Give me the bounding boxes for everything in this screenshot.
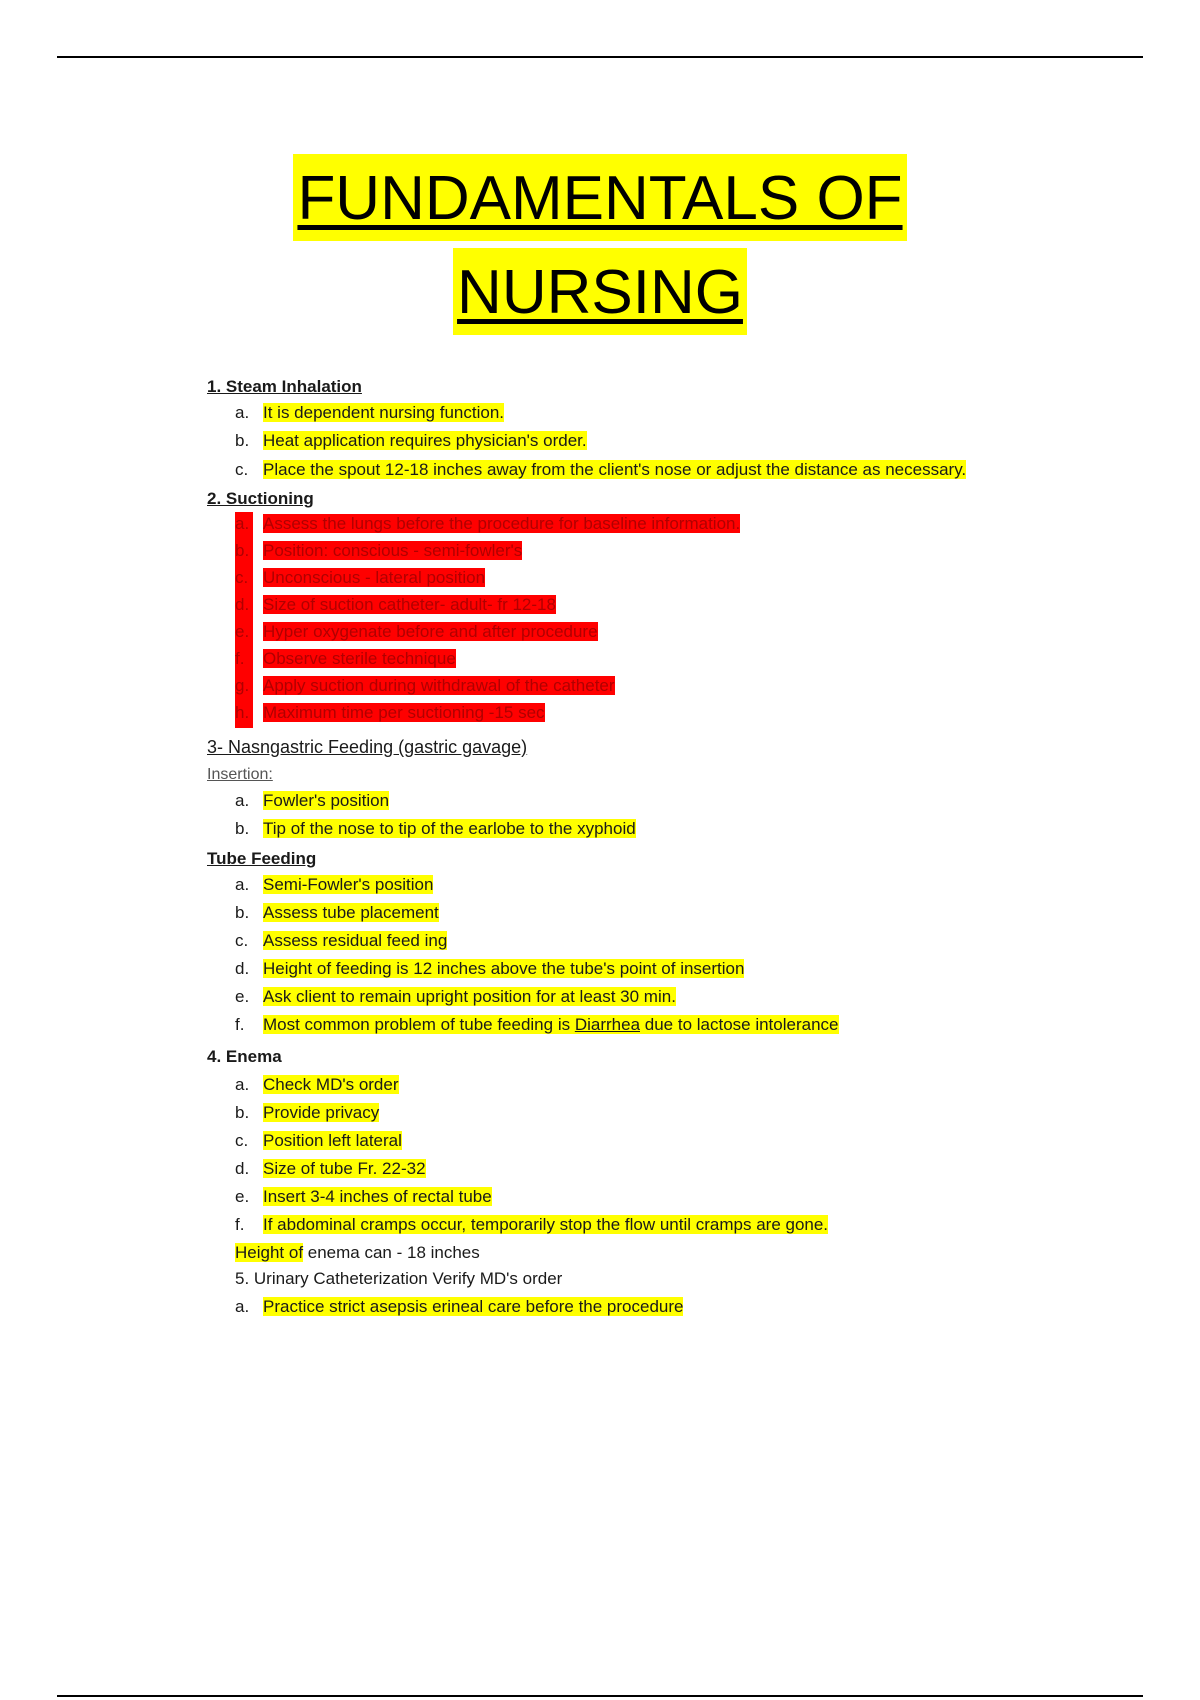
- list-item: c. Unconscious - lateral position: [207, 566, 967, 593]
- list-item: b. Position: conscious - semi-fowler's: [207, 539, 967, 566]
- list-item: g. Apply suction during withdrawal of the catheter: [207, 674, 967, 701]
- bottom-rule: [57, 1695, 1143, 1697]
- section-heading-tube-feeding: Tube Feeding: [207, 849, 317, 868]
- ngt-list: [207, 788, 967, 844]
- list-item: e. Hyper oxygenate before and after procedure: [207, 620, 967, 647]
- list-item: e. Ask client to remain upright position for at least 30 min.: [235, 987, 676, 1006]
- top-rule: [57, 56, 1143, 58]
- tube-list: [207, 872, 967, 1040]
- enema-list: [207, 1072, 967, 1240]
- list-item: a. It is dependent nursing function.: [235, 403, 504, 422]
- list-item: f. Most common problem of tube feeding is Diarrhea due to lactose intolerance: [235, 1015, 839, 1034]
- list-item: b. Heat application requires physician's order.: [235, 431, 587, 450]
- page-title-line-1: FUNDAMENTALS OF: [0, 168, 1200, 230]
- underlined-term: Diarrhea: [574, 1015, 641, 1034]
- section-heading-suctioning: 2. Suctioning: [207, 489, 314, 508]
- section-heading-nasogastric: 3- Nasngastric Feeding (gastric gavage): [207, 737, 528, 757]
- list-item: b. Assess tube placement: [235, 903, 439, 922]
- list-item: d. Size of suction catheter- adult- fr 12-18: [207, 593, 967, 620]
- list-item: a. Semi-Fowler's position: [235, 875, 434, 894]
- page-title-line-2: NURSING: [0, 262, 1200, 324]
- suction-list: [207, 512, 967, 728]
- list-item: c. Assess residual feed ing: [235, 931, 448, 950]
- list-item: b. Tip of the nose to tip of the earlobe to the xyphoid: [235, 819, 636, 838]
- list-item: c. Position left lateral: [235, 1131, 402, 1150]
- enema-height-line: Height of enema can - 18 inches: [235, 1243, 480, 1262]
- steam-list: [207, 400, 967, 484]
- list-item: a. Check MD's order: [235, 1075, 399, 1094]
- urinary-catheterization-line: 5. Urinary Catheterization Verify MD's order: [235, 1269, 563, 1288]
- section-heading-steam-inhalation: 1. Steam Inhalation: [207, 377, 362, 396]
- list-item: b. Provide privacy: [235, 1103, 380, 1122]
- section-heading-enema: 4. Enema: [207, 1047, 282, 1066]
- list-item: f. If abdominal cramps occur, temporarily stop the flow until cramps are gone.: [235, 1215, 829, 1234]
- subheading-insertion: Insertion:: [207, 766, 273, 783]
- document-body: [207, 374, 967, 1322]
- list-item: f. Observe sterile technique: [207, 647, 967, 674]
- list-item: a. Practice strict asepsis erineal care before the procedure: [235, 1297, 684, 1316]
- list-item: d. Height of feeding is 12 inches above the tube's point of insertion: [235, 959, 745, 978]
- list-item: a. Assess the lungs before the procedure for baseline information.: [207, 512, 967, 539]
- list-item: c. Place the spout 12-18 inches away from the client's nose or adjust the distance as necessary.: [235, 460, 967, 479]
- list-item: e. Insert 3-4 inches of rectal tube: [235, 1187, 492, 1206]
- list-item: h. Maximum time per suctioning -15 sec: [207, 701, 967, 728]
- list-item: a. Fowler's position: [235, 791, 390, 810]
- list-item: d. Size of tube Fr. 22-32: [235, 1159, 426, 1178]
